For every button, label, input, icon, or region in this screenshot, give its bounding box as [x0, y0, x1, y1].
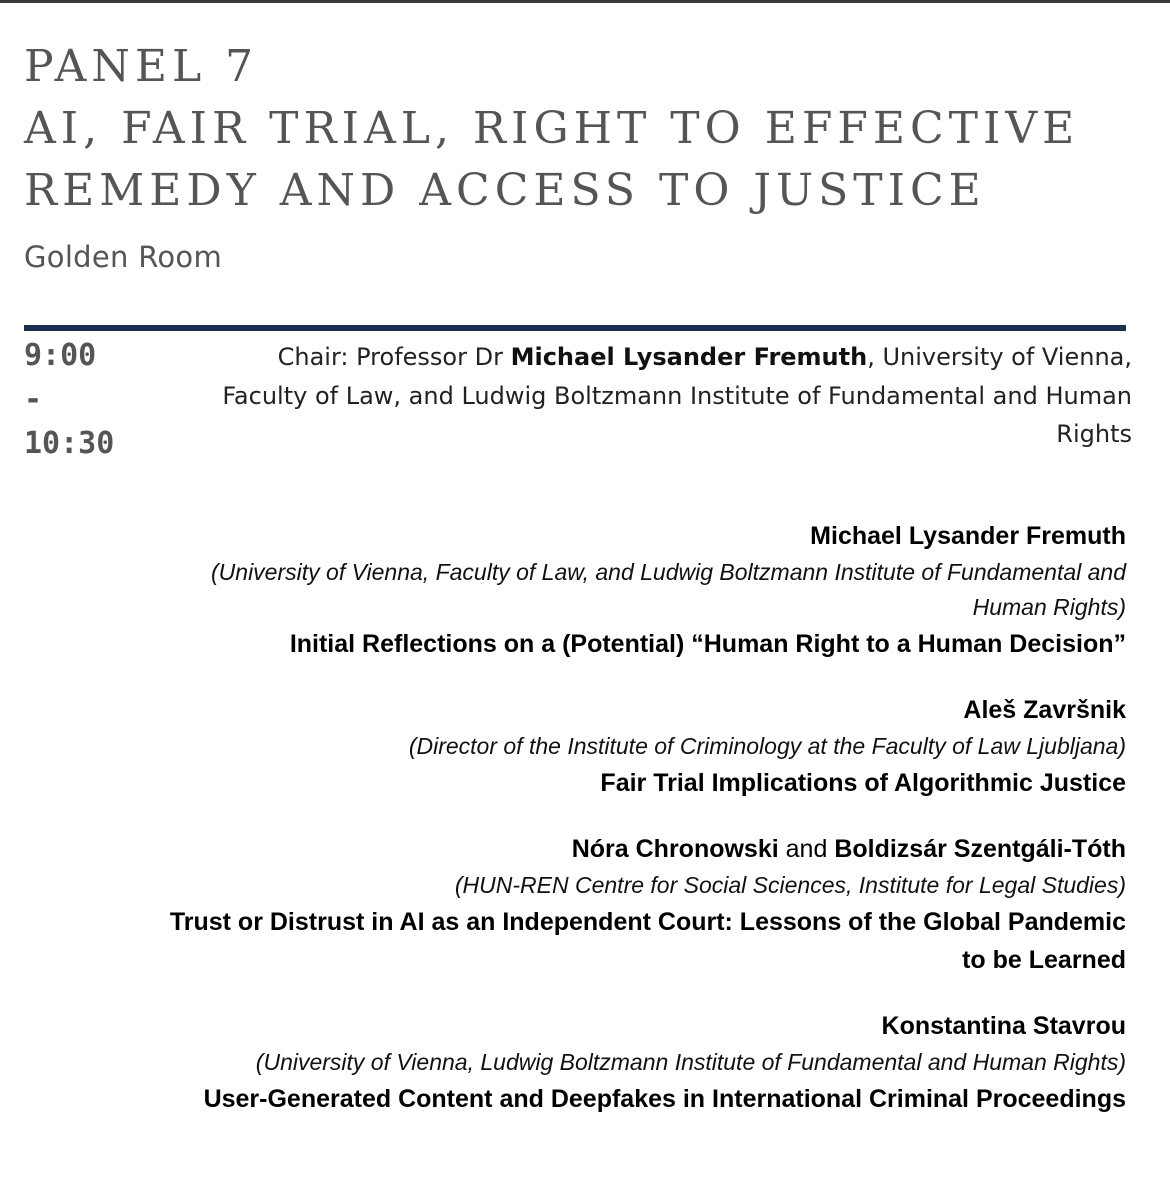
chair-affiliation: , University of Vienna, Faculty of Law, and Ludwig Boltzmann Institute of Fundamental and Human Rights — [222, 343, 1132, 448]
talk-title: Trust or Distrust in AI as an Independent Court: Lessons of the Global Pandemic to be Learned — [169, 908, 1126, 974]
chair-name: Michael Lysander Fremuth — [510, 343, 868, 371]
top-divider — [0, 0, 1170, 3]
talk-affiliation: (HUN-REN Centre for Social Sciences, Institute for Legal Studies) — [454, 872, 1126, 898]
time-start: 9:00 — [24, 338, 97, 373]
talk-item — [140, 692, 1126, 802]
talk-list — [140, 518, 1126, 1147]
talk-title: User-Generated Content and Deepfakes in International Criminal Proceedings — [203, 1085, 1126, 1113]
talk-speaker-2: Boldizsár Szentgáli-Tóth — [834, 835, 1126, 863]
talk-affiliation: (Director of the Institute of Criminology at the Faculty of Law Ljubljana) — [408, 733, 1126, 759]
talk-speaker: Aleš Završnik — [963, 696, 1126, 724]
talk-item — [140, 831, 1126, 979]
room-name: Golden Room — [24, 240, 223, 274]
talk-speaker: Konstantina Stavrou — [881, 1012, 1126, 1040]
talk-title: Initial Reflections on a (Potential) “Human Right to a Human Decision” — [289, 630, 1126, 658]
talk-item — [140, 518, 1126, 663]
session-divider — [24, 325, 1126, 331]
time-separator: - — [24, 382, 43, 417]
talk-speakers — [140, 831, 1126, 868]
panel-label: PANEL 7 — [24, 41, 259, 92]
panel-heading — [24, 36, 1144, 222]
speaker-connector: and — [778, 835, 835, 863]
talk-affiliation: (University of Vienna, Faculty of Law, and Ludwig Boltzmann Institute of Fundamental and Human Rights) — [211, 559, 1126, 620]
talk-speaker: Michael Lysander Fremuth — [810, 522, 1126, 550]
talk-item — [140, 1008, 1126, 1118]
talk-title: Fair Trial Implications of Algorithmic Justice — [600, 769, 1126, 797]
chair-prefix: Chair: Professor Dr — [277, 343, 511, 371]
talk-speaker-1: Nóra Chronowski — [571, 835, 779, 863]
time-end: 10:30 — [24, 426, 115, 461]
talk-affiliation: (University of Vienna, Ludwig Boltzmann Institute of Fundamental and Human Rights) — [255, 1049, 1126, 1075]
panel-title-line-2: REMEDY AND ACCESS TO JUSTICE — [24, 165, 986, 216]
session-chair — [200, 338, 1132, 454]
session-time — [24, 334, 174, 466]
panel-title-line-1: AI, FAIR TRIAL, RIGHT TO EFFECTIVE — [24, 103, 1080, 154]
